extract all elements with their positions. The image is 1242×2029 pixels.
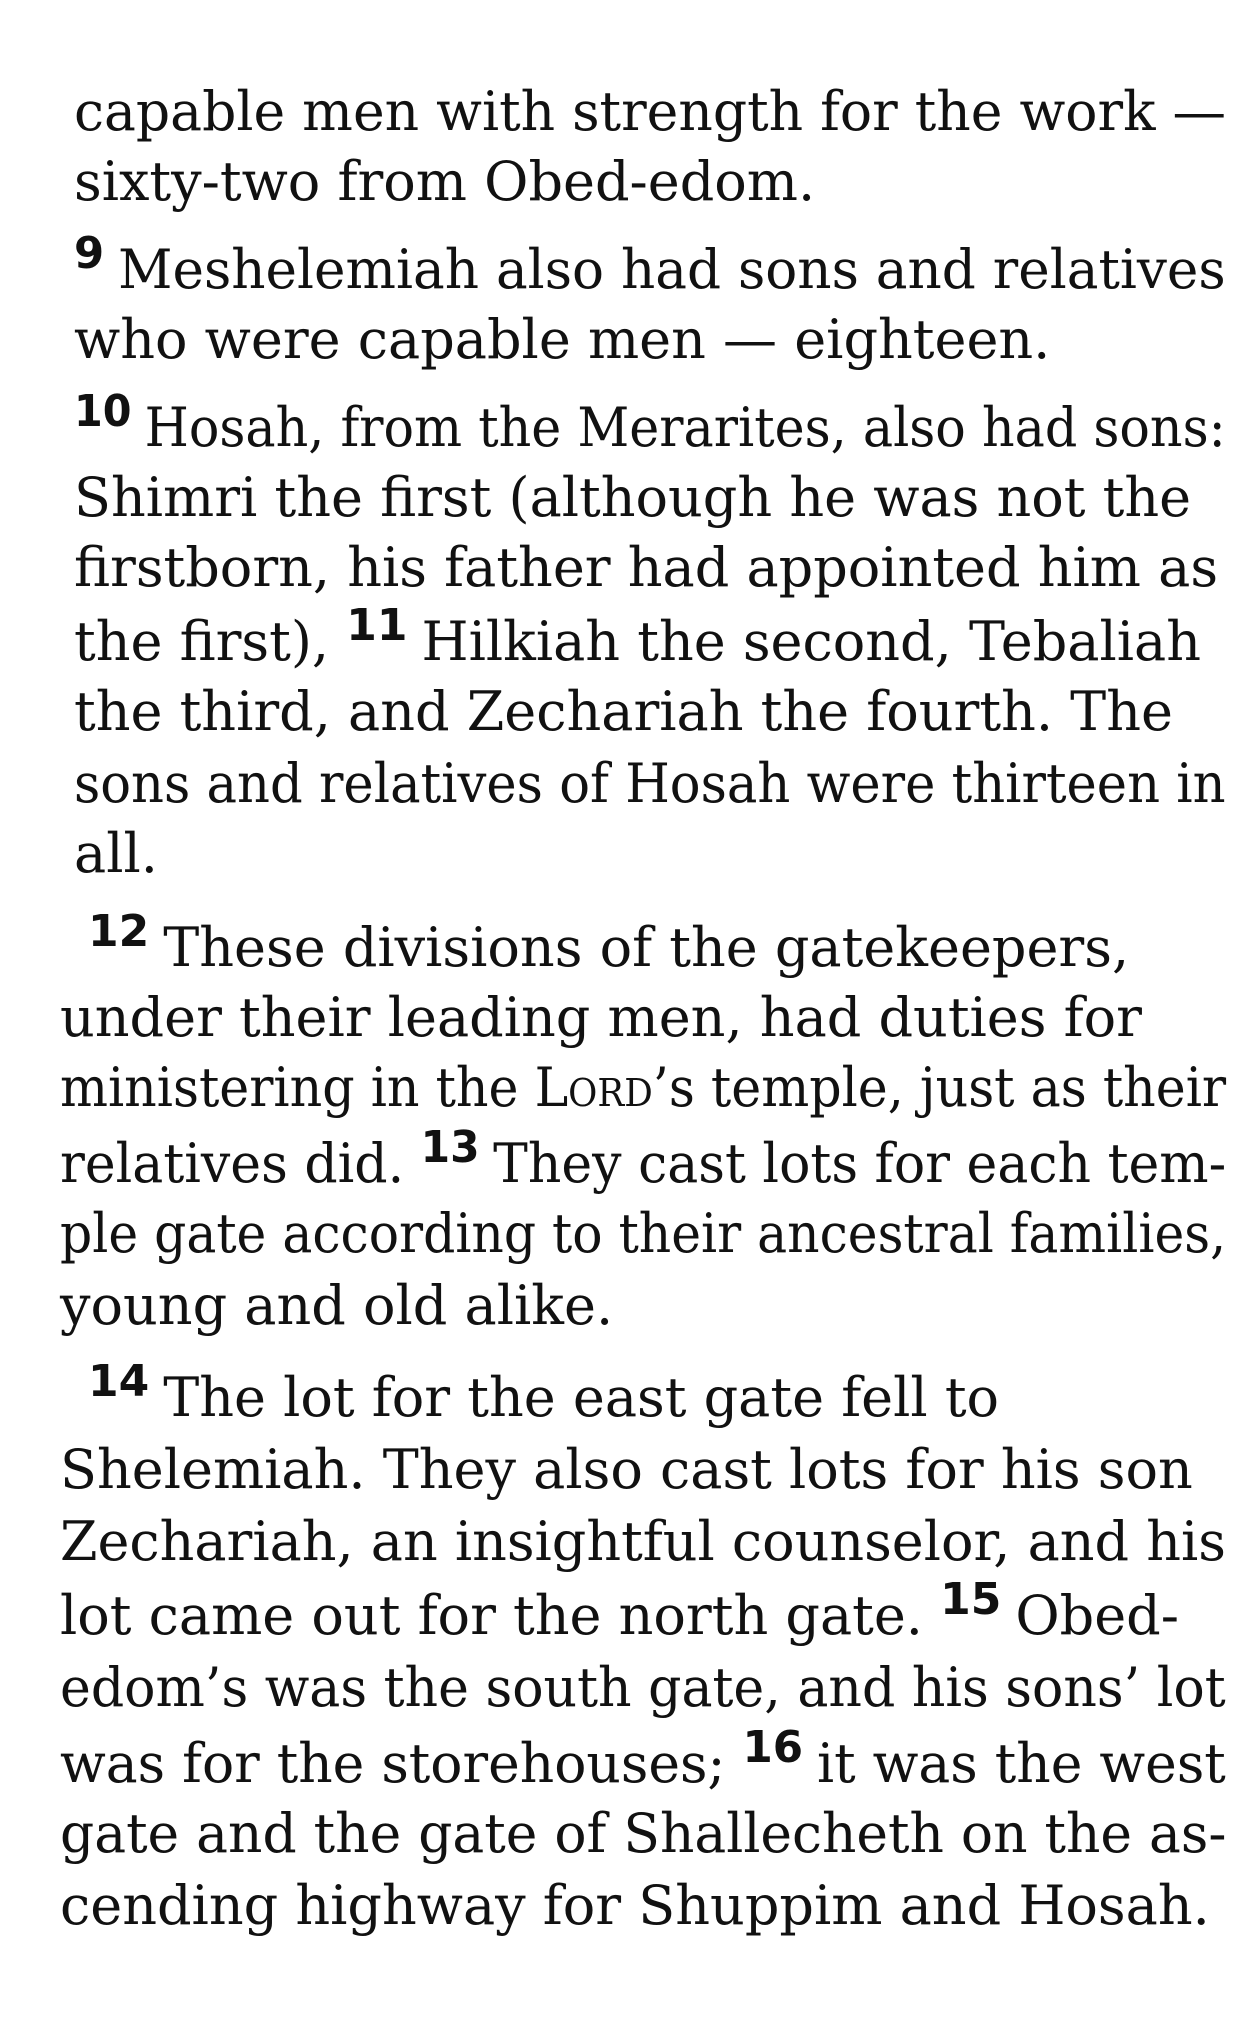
text-line: capable men with strength for the work — (74, 80, 1227, 143)
verse-number: 16 (742, 1722, 804, 1773)
text-line: relatives did. $^{13}$ They cast lots for each tem- (60, 1122, 1227, 1195)
verse-number: 11 (346, 600, 408, 651)
text-line: gate and the gate of Shallecheth on the as- (60, 1802, 1227, 1865)
text-line: all. (74, 822, 158, 885)
verse-number: 14 (88, 1356, 150, 1407)
text-line: Zechariah, an insightful counselor, and his (60, 1510, 1226, 1573)
verse-number: 12 (88, 906, 150, 957)
text-line: young and old alike. (60, 1274, 614, 1337)
text-line: cending highway for Shuppim and Hosah. (60, 1874, 1210, 1937)
text-line: who were capable men — eighteen. (74, 308, 1051, 371)
text-line: under their leading men, had duties for (60, 986, 1142, 1049)
text-line: firstborn, his father had appointed him as (74, 536, 1219, 599)
text-line: ministering in the Lord’s temple, just as their (60, 1056, 1227, 1119)
verse-number: 9 (74, 228, 105, 279)
text-line: Shelemiah. They also cast lots for his son (60, 1438, 1193, 1501)
text-line: Shimri the first (although he was not the (74, 466, 1192, 529)
text-line: ple gate according to their ancestral families, (60, 1202, 1227, 1265)
text-line: edom’s was the south gate, and his sons’ lot (60, 1656, 1226, 1719)
verse-number: 10 (74, 386, 132, 437)
text-line: the third, and Zechariah the fourth. The (74, 680, 1173, 743)
text-line: the first), $^{11}$ Hilkiah the second, Tebaliah (74, 600, 1202, 673)
verse-start-line: $^{12}$ These divisions of the gatekeepers, (88, 906, 1130, 979)
text-line: sons and relatives of Hosah were thirteen in (74, 752, 1226, 815)
text-line: was for the storehouses; $^{16}$ it was the west (60, 1722, 1226, 1795)
verse-start-line: $^{10}$ Hosah, from the Merarites, also had sons: (74, 386, 1226, 459)
text-line: lot came out for the north gate. $^{15}$ Obed- (60, 1574, 1179, 1647)
verse-start-line: $^9$ Meshelemiah also had sons and relatives (74, 228, 1226, 301)
verse-number: 13 (420, 1122, 480, 1173)
verse-start-line: $^{14}$ The lot for the east gate fell to (88, 1356, 1000, 1429)
verse-number: 15 (940, 1574, 1002, 1625)
text-line: sixty-two from Obed-edom. (74, 150, 816, 213)
lord-small-caps: Lord (534, 1056, 653, 1119)
